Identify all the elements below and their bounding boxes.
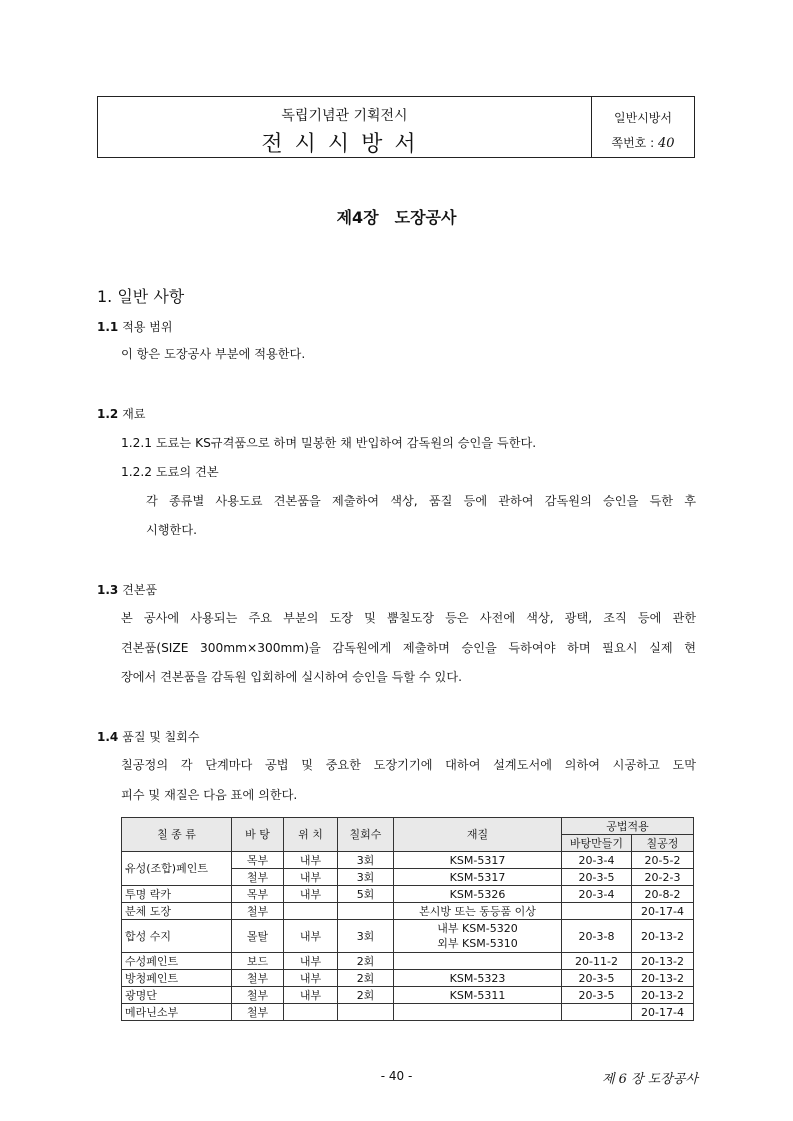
cell-method-base: 20-3-5 — [562, 970, 632, 987]
cell-material: 본시방 또는 동등품 이상 — [394, 903, 562, 920]
table-row — [122, 920, 694, 953]
cell-coats: 3회 — [338, 920, 394, 953]
header-type: 칠 종 류 — [122, 818, 232, 852]
cell-type: 방청페인트 — [122, 970, 232, 987]
cell-method-base: 20-3-8 — [562, 920, 632, 953]
page-number-field — [592, 134, 694, 151]
chapter-title: 도장공사 — [394, 208, 457, 227]
cell-base: 철부 — [232, 869, 284, 886]
cell-coats: 2회 — [338, 953, 394, 970]
material-line: 내부 KSM-5320 — [437, 922, 518, 935]
cell-location: 내부 — [284, 886, 338, 903]
table-row — [122, 886, 694, 903]
cell-method-coat: 20-13-2 — [632, 987, 694, 1004]
cell-coats — [338, 903, 394, 920]
cell-type: 투명 락카 — [122, 886, 232, 903]
cell-method-base: 20-3-4 — [562, 852, 632, 869]
subsection-1-4-heading — [97, 728, 199, 745]
paragraph-line: 본 공사에 사용되는 주요 부분의 도장 및 뿜칠도장 등은 사전에 색상, 광택, 조직 등에 관한 — [121, 611, 696, 625]
clause-1-2-2-title: 1.2.2 도료의 견본 — [121, 465, 219, 479]
footer-page-number: - 40 - — [380, 1069, 413, 1083]
subsection-title: 적용 범위 — [122, 320, 173, 334]
chapter-number: 제4장 — [336, 208, 379, 227]
cell-coats: 2회 — [338, 987, 394, 1004]
cell-method-coat: 20-5-2 — [632, 852, 694, 869]
header-method-coat: 칠공정 — [632, 835, 694, 852]
cell-method-coat: 20-13-2 — [632, 970, 694, 987]
cell-type: 분체 도장 — [122, 903, 232, 920]
cell-type: 합성 수지 — [122, 920, 232, 953]
cell-method-base: 20-11-2 — [562, 953, 632, 970]
cell-method-base: 20-3-5 — [562, 869, 632, 886]
cell-method-base — [562, 1004, 632, 1021]
table-row — [122, 953, 694, 970]
table-row — [122, 852, 694, 869]
cell-material: KSM-5326 — [394, 886, 562, 903]
chapter-heading — [0, 205, 793, 228]
cell-method-coat: 20-8-2 — [632, 886, 694, 903]
cell-type: 광명단 — [122, 987, 232, 1004]
cell-type: 유성(조합)페인트 — [122, 852, 232, 886]
cell-base: 철부 — [232, 970, 284, 987]
cell-material: KSM-5311 — [394, 987, 562, 1004]
cell-method-coat: 20-17-4 — [632, 1004, 694, 1021]
cell-location — [284, 903, 338, 920]
paragraph-line: 시행한다. — [146, 523, 197, 537]
document-header — [97, 96, 695, 158]
cell-method-base: 20-3-4 — [562, 886, 632, 903]
subsection-number: 1.2 — [97, 407, 119, 421]
table-row — [122, 970, 694, 987]
paragraph: 이 항은 도장공사 부분에 적용한다. — [121, 347, 306, 361]
cell-material — [394, 920, 562, 953]
cell-location: 내부 — [284, 970, 338, 987]
header-base: 바 탕 — [232, 818, 284, 852]
cell-base: 철부 — [232, 1004, 284, 1021]
header-location: 위 치 — [284, 818, 338, 852]
section-heading: 1. 일반 사항 — [97, 287, 185, 306]
cell-base: 목부 — [232, 852, 284, 869]
cell-location: 내부 — [284, 869, 338, 886]
cell-location — [284, 1004, 338, 1021]
cell-material: KSM-5317 — [394, 869, 562, 886]
subsection-title: 견본품 — [122, 583, 158, 597]
cell-method-base — [562, 903, 632, 920]
cell-base: 몰탈 — [232, 920, 284, 953]
material-line: 외부 KSM-5310 — [437, 937, 518, 950]
cell-coats: 3회 — [338, 869, 394, 886]
doc-type: 일반시방서 — [614, 111, 672, 125]
cell-location: 내부 — [284, 920, 338, 953]
cell-material — [394, 1004, 562, 1021]
subsection-1-1-heading — [97, 318, 172, 335]
cell-base: 보드 — [232, 953, 284, 970]
cell-type: 수성페인트 — [122, 953, 232, 970]
document-title: 전시시방서 — [261, 132, 428, 157]
cell-method-coat: 20-2-3 — [632, 869, 694, 886]
header-info-cell — [592, 97, 694, 157]
cell-material: KSM-5317 — [394, 852, 562, 869]
clause-1-2-1: 1.2.1 도료는 KS규격품으로 하며 밀봉한 채 반입하여 감독원의 승인을 득한다. — [121, 436, 537, 450]
cell-base: 철부 — [232, 903, 284, 920]
page-number-label: 쪽번호 : — [611, 136, 655, 150]
subsection-title: 품질 및 칠회수 — [122, 730, 200, 744]
paragraph-line: 장에서 견본품을 감독원 입회하에 실시하여 승인을 득할 수 있다. — [121, 670, 462, 684]
header-method: 공법적용 — [562, 818, 694, 835]
cell-material — [394, 953, 562, 970]
footer-chapter: 제 6 장 도장공사 — [601, 1072, 698, 1087]
cell-base: 목부 — [232, 886, 284, 903]
paragraph-line: 칠공정의 각 단계마다 공법 및 중요한 도장기기에 대하여 설계도서에 의하여 시공하고 도막 — [121, 758, 696, 772]
cell-coats: 3회 — [338, 852, 394, 869]
cell-location: 내부 — [284, 953, 338, 970]
cell-coats — [338, 1004, 394, 1021]
subsection-number: 1.3 — [97, 583, 119, 597]
paragraph-line: 피수 및 재질은 다음 표에 의한다. — [121, 788, 298, 802]
cell-location: 내부 — [284, 852, 338, 869]
subsection-number: 1.1 — [97, 320, 119, 334]
cell-location: 내부 — [284, 987, 338, 1004]
cell-method-base: 20-3-5 — [562, 987, 632, 1004]
paint-spec-table — [121, 817, 694, 1021]
cell-type: 메라닌소부 — [122, 1004, 232, 1021]
cell-method-coat: 20-13-2 — [632, 920, 694, 953]
cell-material: KSM-5323 — [394, 970, 562, 987]
subsection-title: 재료 — [122, 407, 146, 421]
subsection-number: 1.4 — [97, 730, 119, 744]
cell-method-coat: 20-17-4 — [632, 903, 694, 920]
table-row — [122, 1004, 694, 1021]
cell-method-coat: 20-13-2 — [632, 953, 694, 970]
cell-coats: 2회 — [338, 970, 394, 987]
header-title-cell — [98, 97, 592, 157]
subsection-1-3-heading — [97, 581, 157, 598]
header-coats: 칠회수 — [338, 818, 394, 852]
cell-coats: 5회 — [338, 886, 394, 903]
paragraph-line: 견본품(SIZE 300mm×300mm)을 감독원에게 제출하며 승인을 득하여야 하며 필요시 실제 현 — [121, 641, 696, 655]
paragraph-line: 각 종류별 사용도료 견본품을 제출하여 색상, 품질 등에 관하여 감독원의 승인을 득한 후 — [146, 494, 696, 508]
table-row — [122, 903, 694, 920]
header-material: 재질 — [394, 818, 562, 852]
cell-base: 철부 — [232, 987, 284, 1004]
organization-name: 독립기념관 기획전시 — [281, 108, 408, 124]
subsection-1-2-heading — [97, 405, 145, 422]
header-method-base: 바탕만들기 — [562, 835, 632, 852]
page-number: 40 — [657, 136, 675, 151]
table-row — [122, 987, 694, 1004]
